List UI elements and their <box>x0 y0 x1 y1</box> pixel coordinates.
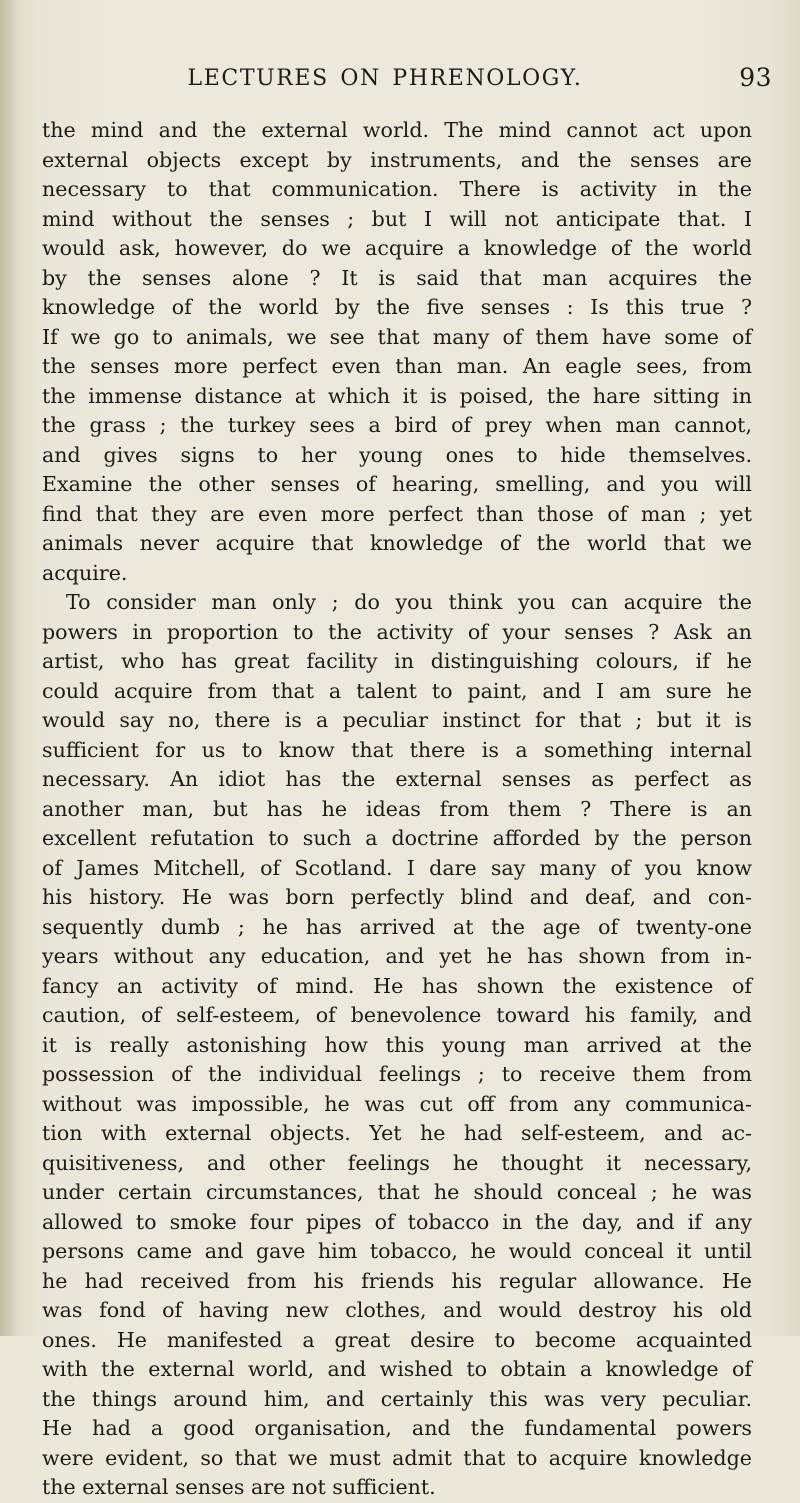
text-line: with the external world, and wished to obtain a knowledge of <box>42 1357 752 1381</box>
text-line: caution, of self-esteem, of benevolence toward his family, and <box>42 1003 752 1027</box>
text-line: the mind and the external world. The mind cannot act upon <box>42 118 752 142</box>
text-line: the things around him, and certainly this was very peculiar. <box>42 1386 752 1411</box>
text-line: his history. He was born perfectly blind and deaf, and con- <box>42 885 752 909</box>
text-line: excellent refutation to such a doctrine afforded by the person <box>42 826 752 850</box>
text-line: fancy an activity of mind. He has shown the existence of <box>42 973 752 998</box>
text-line: would ask, however, do we acquire a knowledge of the world <box>42 236 752 260</box>
running-header <box>60 60 772 100</box>
text-line: knowledge of the world by the five senses : Is this true ? <box>42 295 752 319</box>
text-line: another man, but has he ideas from them ? There is an <box>42 796 752 821</box>
spine-shadow <box>0 0 18 1336</box>
text-line: necessary. An idiot has the external senses as perfect as <box>42 767 752 791</box>
text-line: sufficient for us to know that there is a something internal <box>42 737 752 762</box>
text-line: would say no, there is a peculiar instinct for that ; but it is <box>42 708 752 732</box>
text-line: mind without the senses ; but I will not anticipate that. I <box>42 206 752 231</box>
text-line: without was impossible, he was cut off from any communica- <box>42 1091 752 1116</box>
text-line: external objects except by instruments, and the senses are <box>42 147 752 172</box>
paragraph-end-line: the external senses are not sufficient. <box>42 1475 436 1499</box>
text-line: He had a good organisation, and the fundamental powers <box>42 1416 752 1440</box>
text-line: powers in proportion to the activity of your senses ? Ask an <box>42 619 752 644</box>
text-line: necessary to that communication. There is activity in the <box>42 177 752 201</box>
text-line: years without any education, and yet he has shown from in- <box>42 944 752 968</box>
text-line: were evident, so that we must admit that to acquire knowledge <box>42 1445 752 1470</box>
text-line: animals never acquire that knowledge of the world that we <box>42 531 752 555</box>
text-line: allowed to smoke four pipes of tobacco in the day, and if any <box>42 1209 752 1234</box>
text-line: it is really astonishing how this young man arrived at the <box>42 1032 752 1057</box>
text-line: the grass ; the turkey sees a bird of prey when man cannot, <box>42 413 752 437</box>
text-line: of James Mitchell, of Scotland. I dare say many of you know <box>42 855 752 880</box>
text-line: persons came and gave him tobacco, he would conceal it until <box>42 1239 752 1263</box>
text-line: If we go to animals, we see that many of them have some of <box>42 324 752 349</box>
text-line: the immense distance at which it is poised, the hare sitting in <box>42 383 752 408</box>
paragraph-start-line: To consider man only ; do you think you can acquire the <box>66 590 752 614</box>
paragraph-end-line: acquire. <box>42 560 128 585</box>
text-line: quisitiveness, and other feelings he thought it necessary, <box>42 1150 752 1175</box>
text-line: sequently dumb ; he has arrived at the age of twenty-one <box>42 914 752 939</box>
text-line: was fond of having new clothes, and would destroy his old <box>42 1298 752 1322</box>
text-line: by the senses alone ? It is said that man acquires the <box>42 265 752 290</box>
body-text <box>42 116 752 1503</box>
running-title: LECTURES ON PHRENOLOGY. <box>187 66 583 91</box>
text-line: ones. He manifested a great desire to become acquainted <box>42 1327 752 1352</box>
text-line: and gives signs to her young ones to hide themselves. <box>42 442 752 467</box>
text-line: find that they are even more perfect than those of man ; yet <box>42 501 752 526</box>
text-line: possession of the individual feelings ; to receive them from <box>42 1062 752 1086</box>
page-number: 93 <box>739 63 772 92</box>
text-line: Examine the other senses of hearing, smelling, and you will <box>42 472 752 496</box>
text-line: tion with external objects. Yet he had self-esteem, and ac- <box>42 1121 752 1145</box>
text-line: artist, who has great facility in distinguishing colours, if he <box>42 649 752 673</box>
text-line: under certain circumstances, that he should conceal ; he was <box>42 1180 752 1204</box>
text-line: he had received from his friends his regular allowance. He <box>42 1268 752 1293</box>
text-line: could acquire from that a talent to paint, and I am sure he <box>42 678 752 703</box>
text-line: the senses more perfect even than man. An eagle sees, from <box>42 354 752 378</box>
